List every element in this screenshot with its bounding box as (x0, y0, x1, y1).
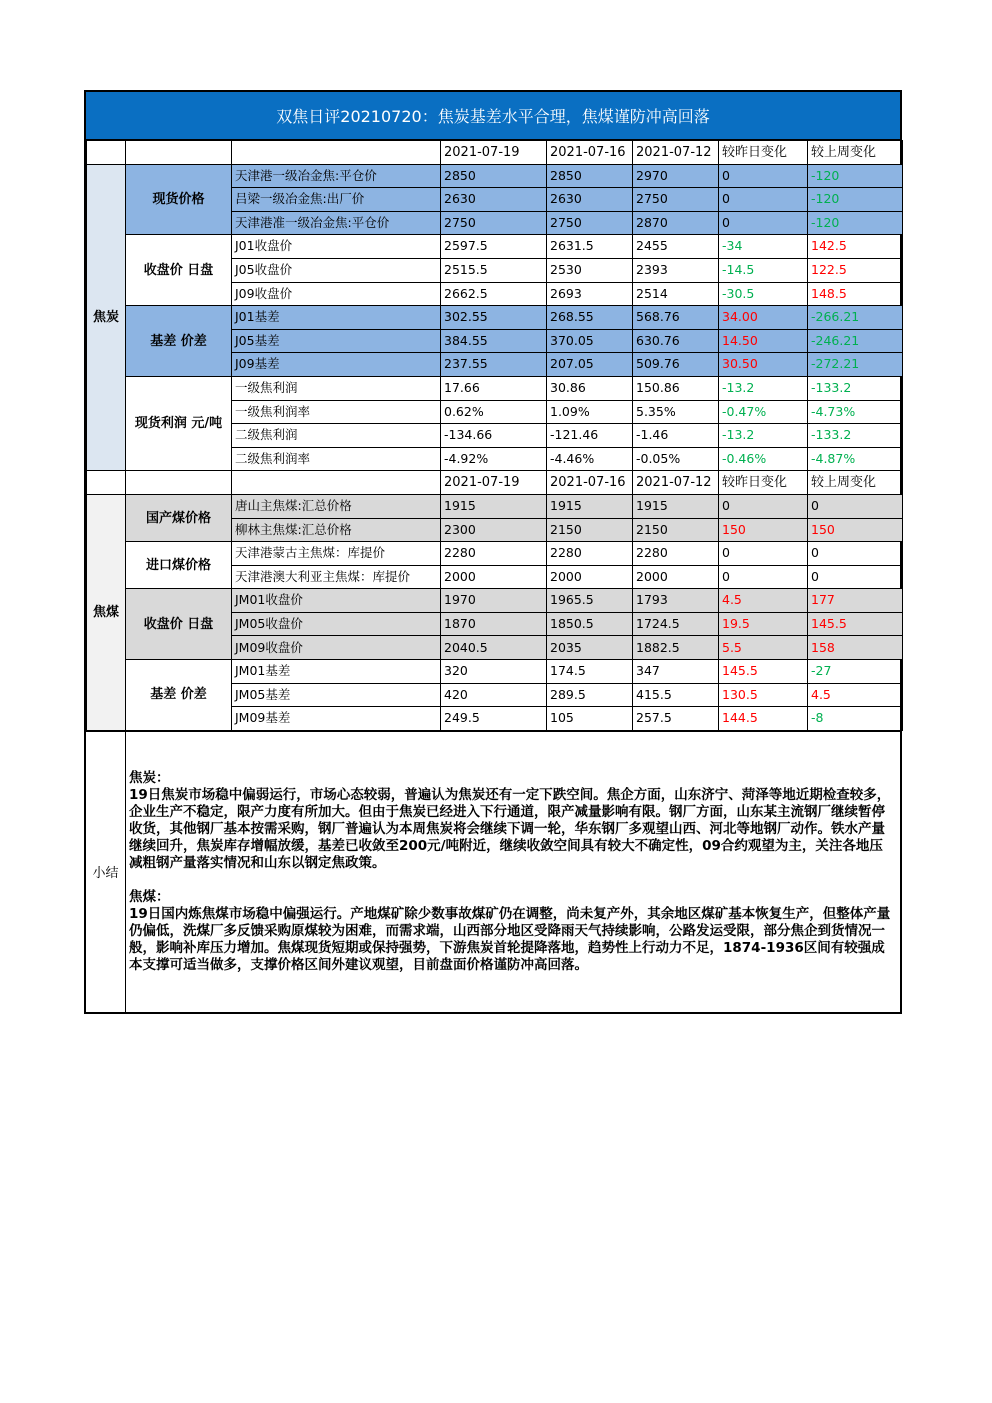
value-cell: 0.62% (441, 400, 547, 424)
header-blank-cell (232, 471, 441, 495)
summary-body (126, 732, 900, 1012)
indicator-name: 柳林主焦煤:汇总价格 (232, 518, 441, 542)
value-cell: 630.76 (633, 329, 719, 353)
value-cell: -134.66 (441, 424, 547, 448)
value-cell: 2515.5 (441, 258, 547, 282)
weekly-change-cell: 142.5 (808, 235, 903, 259)
value-cell: 2514 (633, 282, 719, 306)
daily-change-cell: 0 (719, 164, 808, 188)
value-cell: 249.5 (441, 707, 547, 731)
daily-change-cell: -34 (719, 235, 808, 259)
value-cell: 150.86 (633, 376, 719, 400)
daily-change-cell: -14.5 (719, 258, 808, 282)
group-label: 基差 价差 (126, 306, 232, 377)
indicator-name: 天津港一级冶金焦:平仓价 (232, 164, 441, 188)
indicator-name: 天津港澳大利亚主焦煤：库提价 (232, 565, 441, 589)
data-table (86, 140, 903, 731)
value-cell: 257.5 (633, 707, 719, 731)
group-label: 进口煤价格 (126, 542, 232, 589)
daily-change-cell: -30.5 (719, 282, 808, 306)
value-cell: 2280 (441, 542, 547, 566)
value-cell: 1965.5 (547, 589, 633, 613)
value-cell: 2000 (547, 565, 633, 589)
daily-change-cell: 0 (719, 188, 808, 212)
daily-change-cell: 150 (719, 518, 808, 542)
weekly-change-cell: -4.87% (808, 447, 903, 471)
value-cell: 2300 (441, 518, 547, 542)
header-blank-cell (87, 141, 126, 165)
report-title: 双焦日评20210720：焦炭基差水平合理，焦煤谨防冲高回落 (86, 92, 900, 140)
value-cell: 1970 (441, 589, 547, 613)
indicator-name: 天津港准一级冶金焦:平仓价 (232, 211, 441, 235)
indicator-name: J05收盘价 (232, 258, 441, 282)
value-cell: 30.86 (547, 376, 633, 400)
value-cell: 2750 (547, 211, 633, 235)
daily-change-cell: -13.2 (719, 424, 808, 448)
weekly-change-cell: -133.2 (808, 424, 903, 448)
value-cell: 2662.5 (441, 282, 547, 306)
value-cell: -0.05% (633, 447, 719, 471)
value-cell: 302.55 (441, 306, 547, 330)
indicator-name: 二级焦利润 (232, 424, 441, 448)
indicator-name: 吕梁一级冶金焦:出厂价 (232, 188, 441, 212)
weekly-change-cell: 0 (808, 565, 903, 589)
indicator-name: 二级焦利润率 (232, 447, 441, 471)
value-cell: 174.5 (547, 660, 633, 684)
daily-change-cell: 0 (719, 494, 808, 518)
weekly-change-cell: 148.5 (808, 282, 903, 306)
indicator-name: J01基差 (232, 306, 441, 330)
value-cell: -4.46% (547, 447, 633, 471)
weekly-change-cell: -120 (808, 164, 903, 188)
value-cell: 347 (633, 660, 719, 684)
daily-change-cell: 4.5 (719, 589, 808, 613)
column-header: 2021-07-12 (633, 141, 719, 165)
weekly-change-cell: -120 (808, 211, 903, 235)
value-cell: 207.05 (547, 353, 633, 377)
indicator-name: JM05基差 (232, 683, 441, 707)
table-row (87, 660, 903, 684)
daily-change-cell: 130.5 (719, 683, 808, 707)
indicator-name: JM01收盘价 (232, 589, 441, 613)
value-cell: 105 (547, 707, 633, 731)
value-cell: 289.5 (547, 683, 633, 707)
weekly-change-cell: -27 (808, 660, 903, 684)
table-row (87, 306, 903, 330)
daily-change-cell: -0.47% (719, 400, 808, 424)
value-cell: 2040.5 (441, 636, 547, 660)
group-label: 收盘价 日盘 (126, 235, 232, 306)
weekly-change-cell: -8 (808, 707, 903, 731)
coke-summary-text: 19日焦炭市场稳中偏弱运行，市场心态较弱，普遍认为焦炭还有一定下跌空间。焦企方面，山东济宁、菏泽等地近期检查较多，企业生产不稳定，限产力度有所加大。但由于焦炭已经进入下行通道，限产减量影响有限。钢厂方面，山东某主流钢厂继续暂停收货，其他钢厂基本按需采购，钢厂普遍认为本周焦炭将会继续下调一轮，华东钢厂多观望山西、河北等地钢厂动作。铁水产量继续回升，焦炭库存增幅放缓，基差已收敛至200元/吨附近，继续收敛空间具有较大不确定性，09合约观望为主，关注各地压减粗钢产量落实情况和山东以钢定焦政策。 (129, 786, 891, 871)
indicator-name: J01收盘价 (232, 235, 441, 259)
coal-section-label: 焦煤 (87, 494, 126, 730)
value-cell: 1870 (441, 612, 547, 636)
value-cell: 2150 (547, 518, 633, 542)
table-row (87, 164, 903, 188)
daily-change-cell: 144.5 (719, 707, 808, 731)
indicator-name: 天津港蒙古主焦煤：库提价 (232, 542, 441, 566)
indicator-name: JM05收盘价 (232, 612, 441, 636)
value-cell: -121.46 (547, 424, 633, 448)
daily-change-cell: -0.46% (719, 447, 808, 471)
weekly-change-cell: 0 (808, 542, 903, 566)
value-cell: 1915 (633, 494, 719, 518)
value-cell: 2630 (441, 188, 547, 212)
weekly-change-cell: 150 (808, 518, 903, 542)
column-header: 2021-07-16 (547, 471, 633, 495)
indicator-name: 一级焦利润 (232, 376, 441, 400)
value-cell: 568.76 (633, 306, 719, 330)
coal-summary-text: 19日国内炼焦煤市场稳中偏强运行。产地煤矿除少数事故煤矿仍在调整，尚未复产外，其余地区煤矿基本恢复生产，但整体产量仍偏低，洗煤厂多反馈采购原煤较为困难，而需求端，山西部分地区受降雨天气持续影响，公路发运受限，部分焦企到货情况一般，影响补库压力增加。焦煤现货短期或保持强势，下游焦炭首轮提降落地，趋势性上行动力不足，1874-1936区间有较强成本支撑可适当做多，支撑价格区间外建议观望，目前盘面价格谨防冲高回落。 (129, 905, 891, 973)
weekly-change-cell: -266.21 (808, 306, 903, 330)
value-cell: 2000 (633, 565, 719, 589)
weekly-change-cell: -272.21 (808, 353, 903, 377)
value-cell: 1915 (441, 494, 547, 518)
value-cell: 2280 (547, 542, 633, 566)
header-row (87, 141, 903, 165)
value-cell: 2631.5 (547, 235, 633, 259)
value-cell: 237.55 (441, 353, 547, 377)
value-cell: 2530 (547, 258, 633, 282)
weekly-change-cell: 122.5 (808, 258, 903, 282)
header-blank-cell (126, 471, 232, 495)
report-sheet (84, 90, 902, 1014)
daily-change-cell: 5.5 (719, 636, 808, 660)
table-row (87, 494, 903, 518)
daily-change-cell: 19.5 (719, 612, 808, 636)
value-cell: 2597.5 (441, 235, 547, 259)
daily-change-cell: 14.50 (719, 329, 808, 353)
daily-change-cell: 0 (719, 211, 808, 235)
coke-summary-heading: 焦炭： (129, 769, 170, 786)
value-cell: 1793 (633, 589, 719, 613)
group-label: 现货价格 (126, 164, 232, 235)
value-cell: 2393 (633, 258, 719, 282)
indicator-name: 唐山主焦煤:汇总价格 (232, 494, 441, 518)
header-blank-cell (232, 141, 441, 165)
daily-change-cell: -13.2 (719, 376, 808, 400)
weekly-change-cell: 0 (808, 494, 903, 518)
weekly-change-cell: 158 (808, 636, 903, 660)
daily-change-cell: 0 (719, 565, 808, 589)
column-header: 较昨日变化 (719, 471, 808, 495)
value-cell: 2693 (547, 282, 633, 306)
summary-label: 小结 (86, 732, 126, 1012)
table-row (87, 542, 903, 566)
value-cell: 2870 (633, 211, 719, 235)
value-cell: 370.05 (547, 329, 633, 353)
value-cell: 2630 (547, 188, 633, 212)
value-cell: 2280 (633, 542, 719, 566)
weekly-change-cell: -246.21 (808, 329, 903, 353)
daily-change-cell: 34.00 (719, 306, 808, 330)
value-cell: 2750 (441, 211, 547, 235)
value-cell: 5.35% (633, 400, 719, 424)
value-cell: 17.66 (441, 376, 547, 400)
column-header: 较上周变化 (808, 471, 903, 495)
value-cell: 1724.5 (633, 612, 719, 636)
value-cell: 320 (441, 660, 547, 684)
indicator-name: JM09基差 (232, 707, 441, 731)
indicator-name: JM01基差 (232, 660, 441, 684)
value-cell: 509.76 (633, 353, 719, 377)
value-cell: 1.09% (547, 400, 633, 424)
summary-section (86, 731, 900, 1012)
value-cell: 1882.5 (633, 636, 719, 660)
header-blank-cell (126, 141, 232, 165)
indicator-name: J05基差 (232, 329, 441, 353)
value-cell: 415.5 (633, 683, 719, 707)
indicator-name: JM09收盘价 (232, 636, 441, 660)
value-cell: 2850 (441, 164, 547, 188)
group-label: 收盘价 日盘 (126, 589, 232, 660)
value-cell: -1.46 (633, 424, 719, 448)
weekly-change-cell: 145.5 (808, 612, 903, 636)
value-cell: 2150 (633, 518, 719, 542)
value-cell: 2035 (547, 636, 633, 660)
value-cell: 1850.5 (547, 612, 633, 636)
indicator-name: J09收盘价 (232, 282, 441, 306)
value-cell: 384.55 (441, 329, 547, 353)
value-cell: -4.92% (441, 447, 547, 471)
weekly-change-cell: -4.73% (808, 400, 903, 424)
coke-section-label: 焦炭 (87, 164, 126, 471)
indicator-name: 一级焦利润率 (232, 400, 441, 424)
value-cell: 2000 (441, 565, 547, 589)
column-header: 较上周变化 (808, 141, 903, 165)
value-cell: 2455 (633, 235, 719, 259)
header-row (87, 471, 903, 495)
daily-change-cell: 30.50 (719, 353, 808, 377)
table-row (87, 376, 903, 400)
value-cell: 1915 (547, 494, 633, 518)
table-row (87, 589, 903, 613)
value-cell: 2750 (633, 188, 719, 212)
indicator-name: J09基差 (232, 353, 441, 377)
weekly-change-cell: -120 (808, 188, 903, 212)
daily-change-cell: 145.5 (719, 660, 808, 684)
value-cell: 268.55 (547, 306, 633, 330)
column-header: 2021-07-12 (633, 471, 719, 495)
value-cell: 2850 (547, 164, 633, 188)
coal-summary-heading: 焦煤： (129, 888, 170, 905)
value-cell: 2970 (633, 164, 719, 188)
header-blank-cell (87, 471, 126, 495)
table-row (87, 235, 903, 259)
column-header: 较昨日变化 (719, 141, 808, 165)
column-header: 2021-07-19 (441, 471, 547, 495)
daily-change-cell: 0 (719, 542, 808, 566)
weekly-change-cell: -133.2 (808, 376, 903, 400)
group-label: 国产煤价格 (126, 494, 232, 541)
weekly-change-cell: 177 (808, 589, 903, 613)
column-header: 2021-07-16 (547, 141, 633, 165)
group-label: 基差 价差 (126, 660, 232, 731)
weekly-change-cell: 4.5 (808, 683, 903, 707)
value-cell: 420 (441, 683, 547, 707)
group-label: 现货利润 元/吨 (126, 376, 232, 470)
column-header: 2021-07-19 (441, 141, 547, 165)
